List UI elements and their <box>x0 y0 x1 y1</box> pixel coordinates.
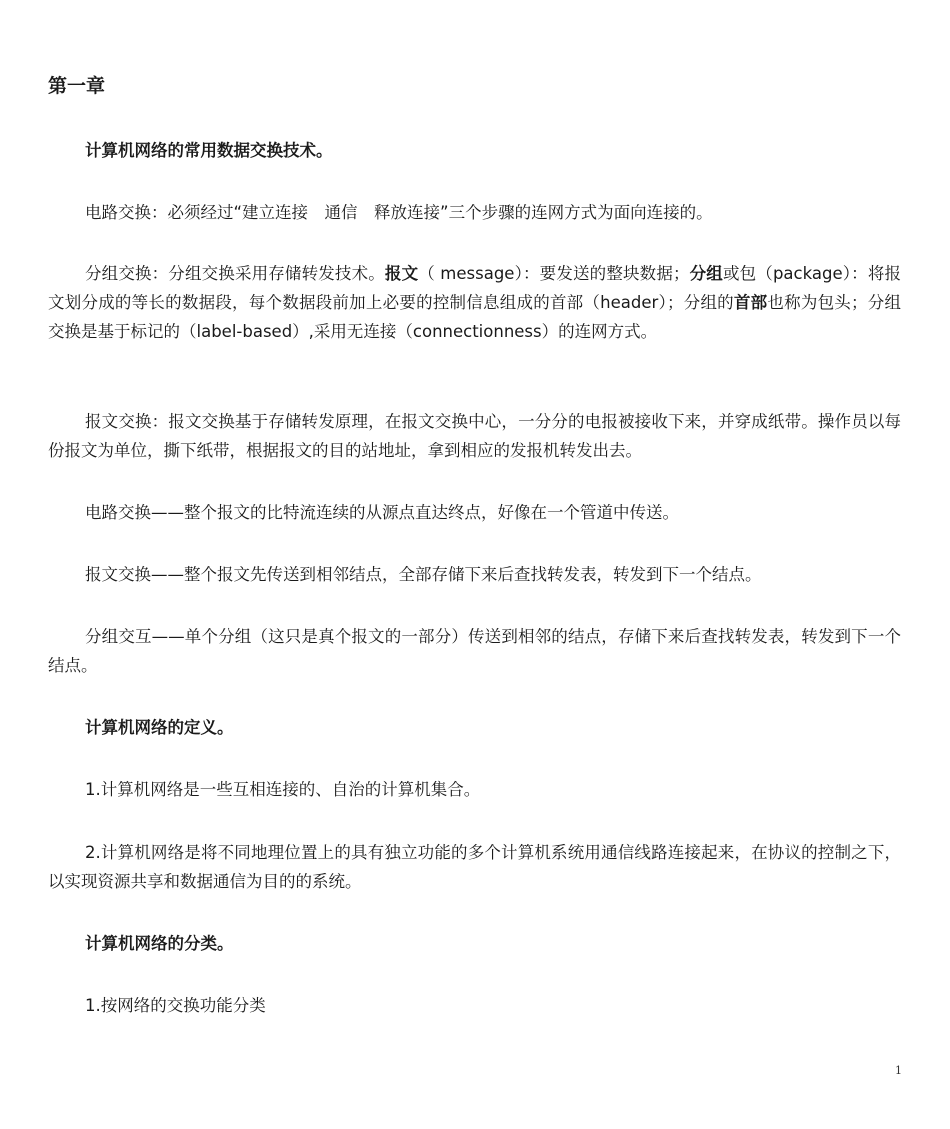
term-header: 首部 <box>733 293 768 312</box>
paragraph-message-compare: 报文交换——整个报文先传送到相邻结点，全部存储下来后查找转发表，转发到下一个结点。 <box>85 565 762 584</box>
heading-network-definition: 计算机网络的定义。 <box>85 718 234 737</box>
chapter-title: 第一章 <box>48 75 106 97</box>
paragraph-definition-2: 2.计算机网络是将不同地理位置上的具有独立功能的多个计算机系统用通信线路连接起来，在协议的控制之下，以实现资源共享和数据通信为目的的系统。 <box>48 843 901 891</box>
packet-text-b: （ message）：要发送的整块数据； <box>418 264 690 283</box>
packet-text-c: 或包（package）：将报文划分成的等长的数据段，每个数据段前加上必要的控制信息组成的首部（header）；分组的 <box>48 264 902 312</box>
paragraph-message-switching: 报文交换：报文交换基于存储转发原理，在报文交换中心，一分分的电报被接收下来，并穿成纸带。操作员以每份报文为单位，撕下纸带，根据报文的目的站地址，拿到相应的发报机转发出去。 <box>48 412 901 460</box>
term-message: 报文 <box>384 264 419 283</box>
paragraph-classification-1: 1.按网络的交换功能分类 <box>85 996 266 1015</box>
page-number: 1 <box>895 1064 902 1077</box>
packet-text-a: 分组交换：分组交换采用存储转发技术。 <box>85 264 385 283</box>
paragraph-packet-compare: 分组交互——单个分组（这只是真个报文的一部分）传送到相邻的结点，存储下来后查找转发表，转发到下一个结点。 <box>48 627 901 675</box>
heading-switching-techniques: 计算机网络的常用数据交换技术。 <box>85 141 333 160</box>
paragraph-definition-1: 1.计算机网络是一些互相连接的、自治的计算机集合。 <box>85 780 481 799</box>
term-packet: 分组 <box>689 264 723 283</box>
paragraph-packet-switching <box>48 259 901 346</box>
paragraph-circuit-switching: 电路交换：必须经过“建立连接 通信 释放连接”三个步骤的连网方式为面向连接的。 <box>85 203 713 222</box>
packet-text-d: 也称为包头；分组交换是基于标记的（label-based）,采用无连接（connectionness）的连网方式。 <box>48 293 901 341</box>
paragraph-circuit-compare: 电路交换——整个报文的比特流连续的从源点直达终点，好像在一个管道中传送。 <box>85 503 679 522</box>
heading-network-classification: 计算机网络的分类。 <box>85 934 234 953</box>
